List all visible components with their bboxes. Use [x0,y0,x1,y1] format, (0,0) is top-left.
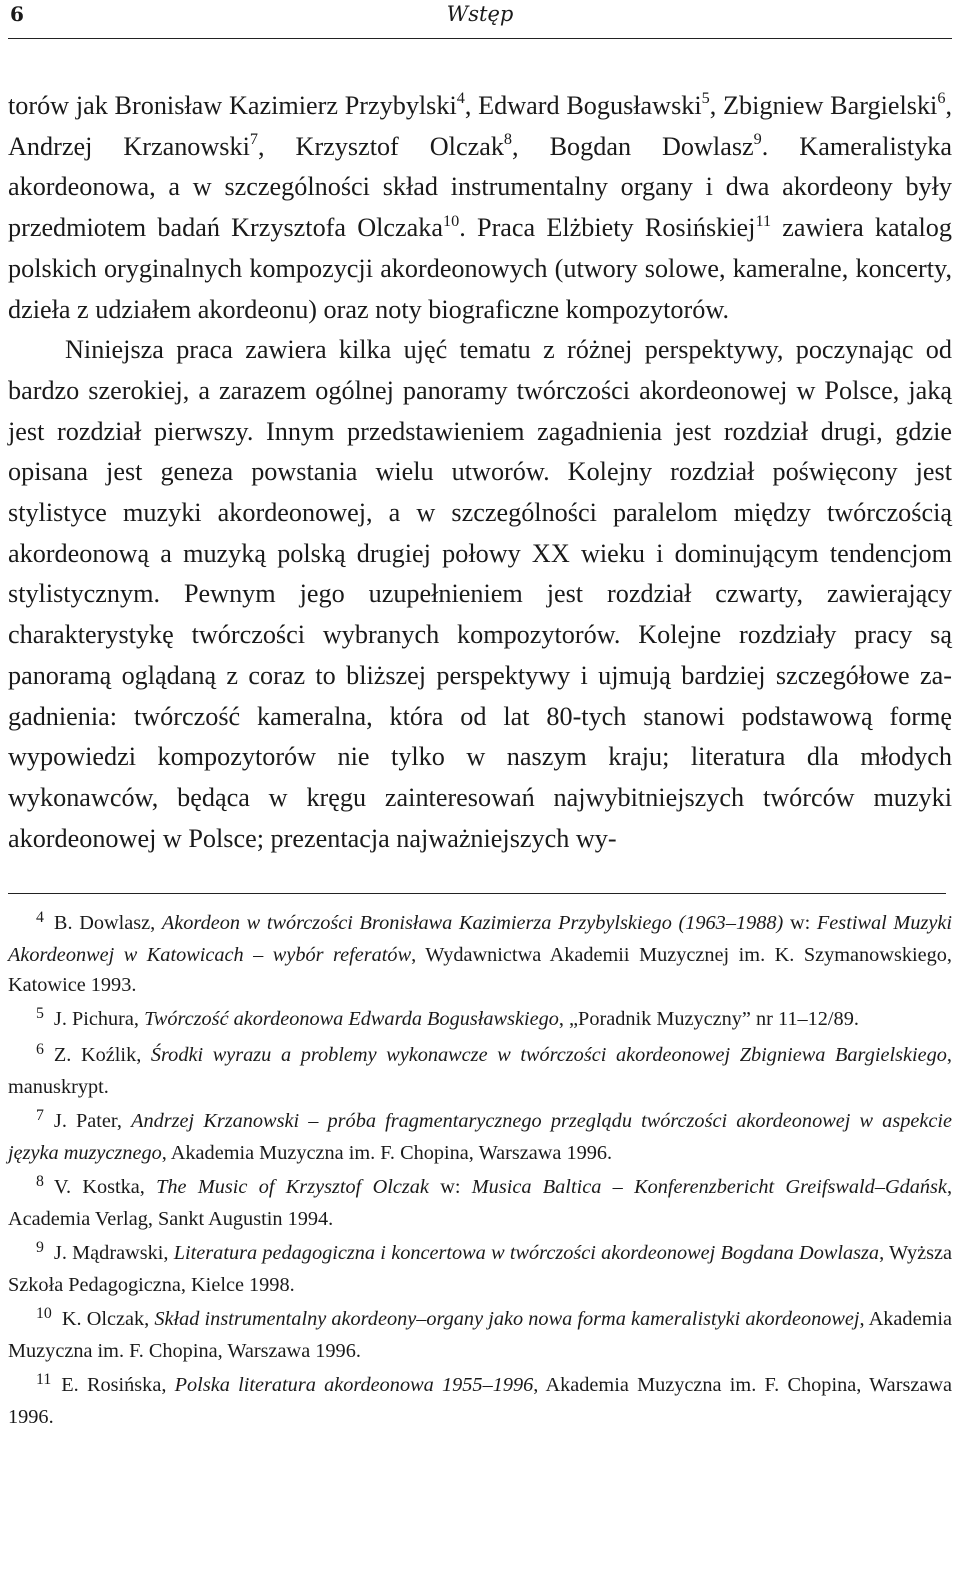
footnote-number: 7 [36,1107,44,1125]
footnote-text: , manuskrypt. [8,1044,952,1099]
text-run: , Bogdan Dowlasz [512,131,754,161]
footnote-ref-6[interactable]: 6 [937,89,946,108]
footnote-text: Z. Koźlik, [53,1044,151,1067]
running-head [8,0,952,39]
footnote-text: , Akademia Muzyczna im. F. Chopina, Warszawa 1996. [8,1374,952,1429]
footnote-title: The Music of Krzysztof Olczak [156,1176,429,1199]
footnote-ref-5[interactable]: 5 [701,89,710,108]
text-run: . Praca Elżbiety Rosińskiej [459,213,756,243]
text-run: . Kameralistyka akordeonowa, a w szczególności skład instrumentalny organy i dwa akordeony były przedmiotem badań Krzysztofa Olczaka [8,131,953,243]
footnote-text: B. Dowlasz, [53,912,162,935]
footnote-number: 9 [36,1239,44,1257]
page-number: 6 [10,2,24,26]
text-run: , Krzysztof Olczak [258,131,504,161]
footnote-ref-10[interactable]: 10 [443,211,460,230]
footnote-9 [8,1238,952,1300]
footnote-text: , Wyższa Szkoła Pedagogiczna, Kielce 1998. [8,1242,952,1297]
footnote-divider [8,893,946,894]
text-run: , Edward Bogusławski [464,91,702,120]
footnote-4 [8,908,952,1000]
footnote-number: 11 [36,1371,52,1389]
footnote-title: Skład instrumentalny akordeony–organy jako nowa forma kameralistyki akordeonowej [154,1308,860,1331]
footnote-text: E. Rosińska, [61,1374,175,1397]
footnote-number: 4 [36,909,44,927]
footnote-7 [8,1106,952,1168]
paragraph-1 [8,86,952,330]
footnotes [8,908,952,1432]
footnote-title: Środki wyrazu a problemy wykonawcze w twórczości akordeonowej Zbigniewa Bargielskiego [150,1044,947,1067]
text-run: , Andrzej Krzanowski [8,91,952,161]
footnote-text: J. Pichura, [53,1008,145,1031]
footnote-text: , „Poradnik Muzyczny” nr 11–12/89. [558,1008,859,1031]
footnote-10 [8,1304,952,1366]
footnote-number: 6 [36,1041,44,1059]
section-title: Wstęp [446,2,514,26]
footnote-6 [8,1040,952,1102]
footnote-title: Twórczość akordeonowa Edwarda Bogusławskiego [144,1008,559,1031]
footnote-title: Musica Baltica – Konferenzbericht Greifswald–Gdańsk [471,1176,947,1199]
footnote-text: , Wydawnictwa Akademii Muzycznej im. K. Szymanowskiego, Katowice 1993. [8,944,952,997]
footnote-title: Festiwal Muzyki Akordeonwej w Katowicach – wybór referatów [8,912,952,967]
footnote-number: 8 [36,1173,44,1191]
footnote-8 [8,1172,952,1234]
footnote-title: Literatura pedagogiczna i koncertowa w twórczości akordeonowej Bogdana Dowlasza [173,1242,880,1265]
footnote-5 [8,1004,952,1036]
footnote-text: , Academia Verlag, Sankt Augustin 1994. [8,1176,953,1231]
footnote-text: J. Mądrawski, [53,1242,174,1265]
footnote-text: K. Olczak, [61,1308,155,1331]
footnote-text: w: [783,912,817,935]
footnote-number: 5 [36,1005,44,1023]
footnote-text: w: [428,1176,472,1199]
footnote-number: 10 [36,1305,52,1323]
main-text [8,86,952,859]
footnote-ref-7[interactable]: 7 [249,130,258,149]
text-run: zawiera katalog polskich oryginalnych kompozycji akordeonowych (utwory solowe, kameralne, koncerty, dzieła z udziałem akordeonu) oraz noty biograficzne kompozytorów. [8,213,952,324]
footnote-11 [8,1370,952,1432]
footnote-text: , Akademia Muzyczna im. F. Chopina, Warszawa 1996. [8,1308,952,1363]
footnote-ref-11[interactable]: 11 [755,211,772,230]
footnote-title: Akordeon w twórczości Bronisława Kazimierza Przybylskiego (1963–1988) [161,912,784,935]
footnote-text: J. Pater, [53,1110,132,1133]
footnote-ref-8[interactable]: 8 [503,130,513,149]
paragraph-2: Niniejsza praca zawiera kilka ujęć tematu z różnej perspektywy, poczynając od bardzo szerokiej, a zarazem ogólnej panoramy twórczości akordeonowej w Polsce, jaką jest rozdział pierwszy. Innym przedstawieniem zagadnienia jest rozdział drugi, gdzie opisana jest geneza powstania wielu utworów. Kolejny rozdział poświęcony jest stylistyce muzyki akordeonowej, a w szczególności paralelom między twórczością akordeonową a muzyką polską drugiej połowy XX wieku i dominującym tendencjom stylistycznym. Pewnym jego uzupełnieniem jest rozdział czwarty, zawierający charakterystykę twórczości wybranych kompozytorów. Kolejne rozdziały pracy są panoramą oglądaną z coraz to bliższej perspektywy i ujmują bardziej szczegółowe zagadnienia: twórczość kameralna, która od lat 80-tych stanowi podstawową formę wypowiedzi kompozytorów nie tylko w naszym kraju; literatura dla młodych wykonawców, będąca w kręgu zainteresowań najwybitniejszych twórców muzyki akordeonowej w Polsce; prezentacja najważniejszych wy- [8,335,952,853]
text-run: torów jak Bronisław Kazimierz Przybylski [8,91,457,120]
footnote-title: Andrzej Krzanowski – próba fragmentarycznego przeglądu twórczości akordeonowej w aspekcie języka muzycznego [8,1110,952,1165]
footnote-ref-9[interactable]: 9 [753,130,762,149]
footnote-title: Polska literatura akordeonowa 1955–1996 [174,1374,534,1397]
text-run: , Zbigniew Bargielski [709,91,938,120]
footnote-ref-4[interactable]: 4 [456,89,465,108]
footnote-text: V. Kostka, [53,1176,157,1199]
footnote-text: , Akademia Muzyczna im. F. Chopina, Warszawa 1996. [161,1142,613,1165]
